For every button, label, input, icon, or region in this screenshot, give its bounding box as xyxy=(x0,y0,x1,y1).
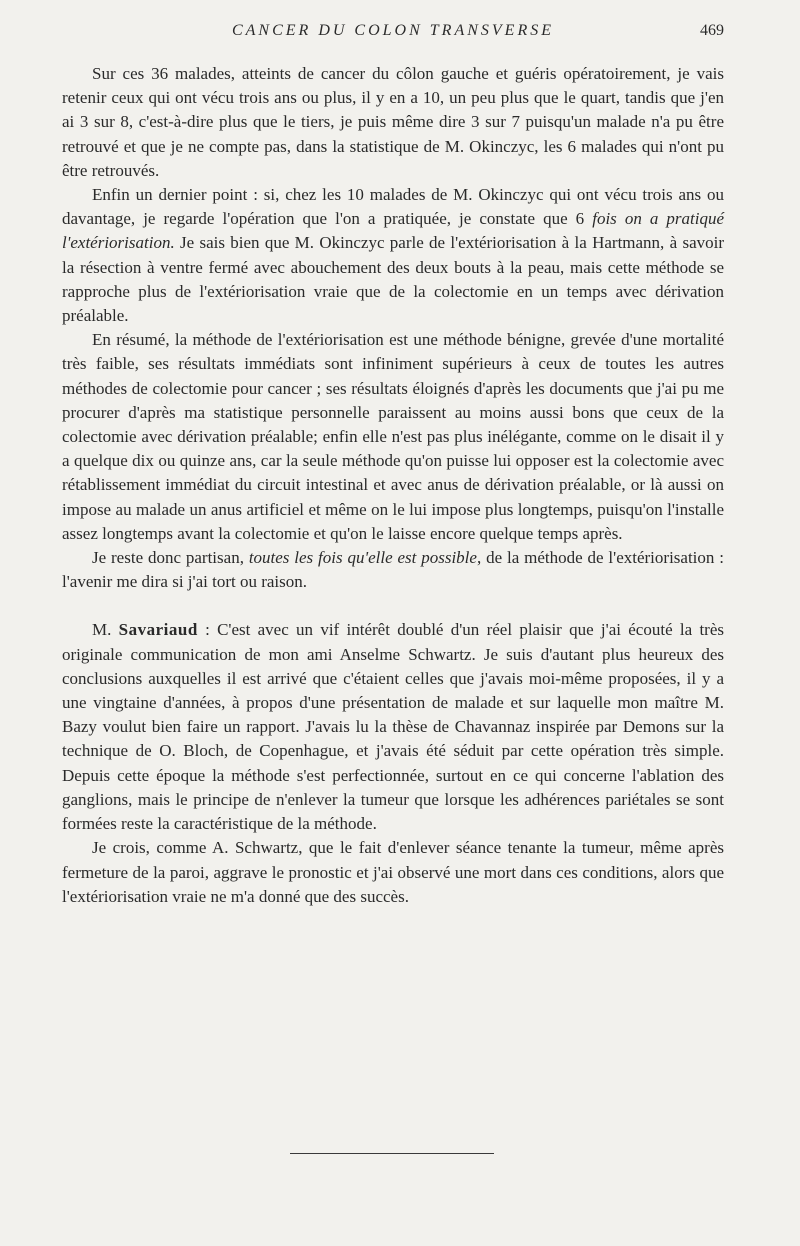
paragraph xyxy=(62,546,724,594)
paragraph-text: M. xyxy=(92,620,119,640)
body-text xyxy=(62,62,724,909)
paragraph-text: Sur ces 36 malades, atteints de cancer du côlon gauche et guéris opératoirement, je vais retenir ceux qui ont vécu trois ans ou plus, il y en a 10, un peu plus que le quart, tandis que j'en ai 3 sur 8, c'est-à-dire plus que le tiers, je puis même dire 3 sur 7 puisqu'un malade n'a pu être retrouvé et que je ne compte pas, dans la statistique de M. Okinczyc, les 6 malades qui n'ont pu être retrouvés. xyxy=(62,64,724,180)
paragraph xyxy=(62,62,724,183)
page-number: 469 xyxy=(700,22,724,39)
paragraph-text: , de la méthode de l'extériorisation : l'avenir me dira si j'ai tort ou raison. xyxy=(62,548,724,592)
paragraph-text: Je reste donc partisan, xyxy=(92,548,249,568)
running-title: CANCER DU COLON TRANSVERSE xyxy=(231,22,554,39)
paragraph xyxy=(62,328,724,546)
speaker-name: Savariaud xyxy=(118,620,198,640)
paragraph-text: En résumé, la méthode de l'extériorisation est une méthode bénigne, grevée d'une mortalité très faible, ses résultats immédiats sont infiniment supérieurs à ceux de toutes les autres méthodes de colectomie pour cancer ; ses résultats éloignés d'après les documents que j'ai pu me procurer d'après ma statistique personnelle paraissent au moins aussi bons que ceux de la colectomie avec dérivation préalable; enfin elle n'est pas plus inélégante, comme on le disait il y a quelque dix ou quinze ans, car la seule méthode qu'on puisse lui opposer est la colectomie avec rétablissement immédiat du circuit intestinal et avec anus de dérivation préalable, or là aussi on impose au malade un anus artificiel et même on le lui impose plus longtemps, puisqu'on l'installe assez longtemps avant la colectomie et qu'on le laisse encore quelque temps après. xyxy=(62,330,724,543)
paragraph-text: : C'est avec un vif intérêt doublé d'un réel plaisir que j'ai écouté la très originale communication de mon ami Anselme Schwartz. Je suis d'autant plus heureux des conclusions auxquelles il est arrivé que c'étaient celles que j'avais moi-même proposées, il y a une vingtaine d'années, à propos d'une présentation de malade et sur laquelle mon maître M. Bazy voulut bien faire un rapport. J'avais lu la thèse de Chavannaz inspirée par Demons sur la technique de O. Bloch, de Copenhague, et j'avais été séduit par cette opération très simple. Depuis cette époque la méthode s'est perfectionnée, surtout en ce qui concerne l'ablation des ganglions, mais le principe de n'enlever la tumeur que lorsque les adhérences pariétales se sont formées reste la caractéristique de la méthode. xyxy=(62,620,724,834)
end-rule xyxy=(290,1153,494,1154)
running-header xyxy=(62,18,724,44)
italic-text: toutes les fois qu'elle est possible xyxy=(248,548,477,568)
paragraph-text: Enfin un dernier point : si, chez les 10 malades de M. Okinczyc qui ont vécu trois ans ou davantage, je regarde l'opération que l'on a pratiquée, je constate que 6 xyxy=(62,185,724,229)
paragraph xyxy=(62,618,724,836)
paragraph-text: Je crois, comme A. Schwartz, que le fait d'enlever séance tenante la tumeur, même après fermeture de la paroi, aggrave le pronostic et j'ai observé une mort dans ces conditions, alors que l'extériorisation vraie ne m'a donné que des succès. xyxy=(62,838,724,906)
paragraph xyxy=(62,836,724,909)
paragraph-text: Je sais bien que M. Okinczyc parle de l'extériorisation à la Hartmann, à savoir la résection à ventre fermé avec abouchement des deux bouts à la peau, mais cette méthode se rapproche plus de l'extériorisation vraie que de la colectomie en un temps avec dérivation préalable. xyxy=(62,233,724,326)
paragraph xyxy=(62,183,724,328)
italic-text: fois on a pratiqué l'extériorisation. xyxy=(62,209,725,253)
